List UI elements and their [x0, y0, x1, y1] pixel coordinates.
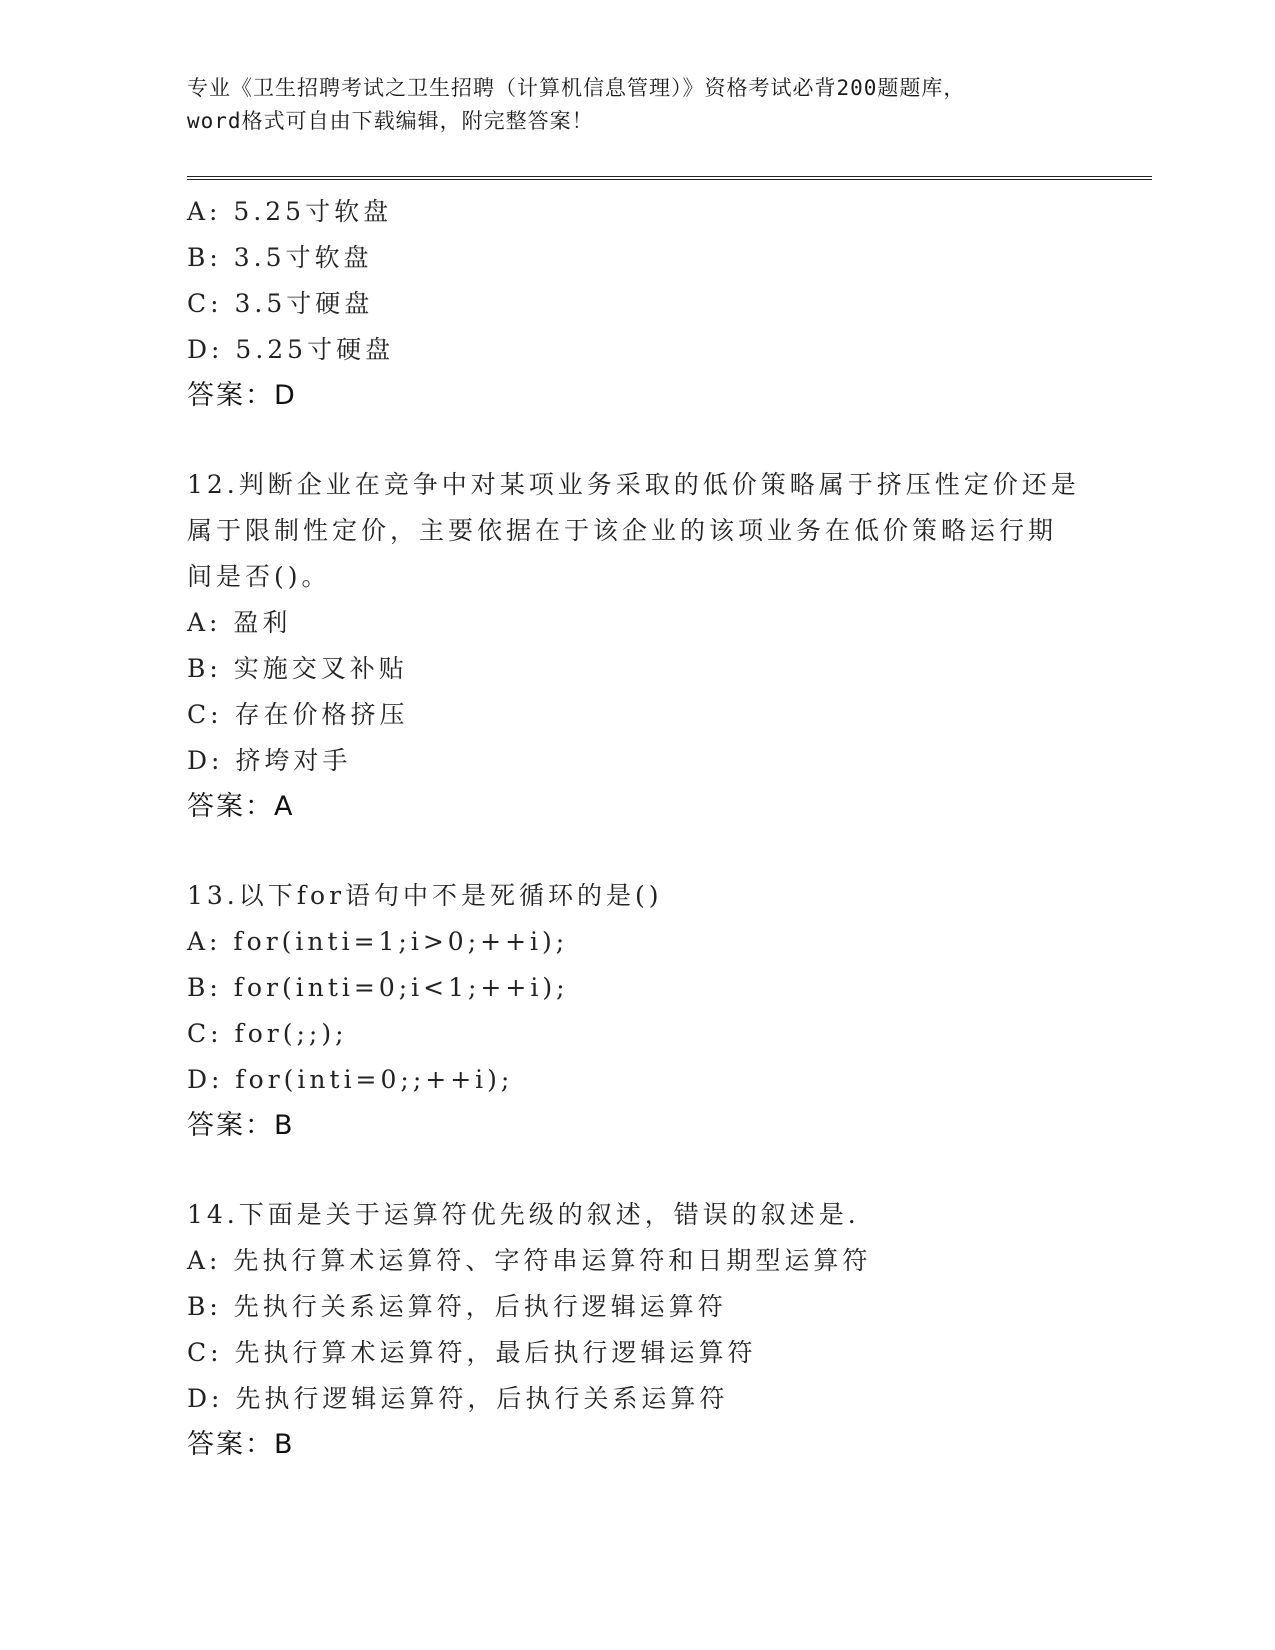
- option-d: D: 挤垮对手: [187, 746, 352, 775]
- spacer: [187, 1149, 1087, 1192]
- spacer: [187, 419, 1087, 462]
- page-header: [187, 72, 1087, 138]
- option-a: A: 先执行算术运算符、字符串运算符和日期型运算符: [187, 1246, 872, 1275]
- answer: 答案：A: [187, 791, 295, 822]
- option-c: C: 先执行算术运算符，最后执行逻辑运算符: [187, 1338, 757, 1367]
- option-b: B: 实施交叉补贴: [187, 654, 408, 683]
- question-13: [187, 873, 1087, 1149]
- question-stem-line: 14.下面是关于运算符优先级的叙述，错误的叙述是.: [187, 1200, 860, 1229]
- option-c: C: for(;;);: [187, 1019, 348, 1048]
- header-line-1: 专业《卫生招聘考试之卫生招聘（计算机信息管理）》资格考试必背200题题库，: [187, 76, 966, 100]
- question-12: [187, 462, 1087, 830]
- option-a: A: 盈利: [187, 608, 292, 637]
- option-d: D: 先执行逻辑运算符，后执行关系运算符: [187, 1384, 729, 1413]
- option-b: B: for(inti=0;i<1;++i);: [187, 973, 569, 1002]
- header-line-2: word格式可自由下载编辑，附完整答案！: [187, 109, 594, 133]
- option-b: B: 先执行关系运算符，后执行逻辑运算符: [187, 1292, 727, 1321]
- answer: 答案：B: [187, 1429, 295, 1460]
- spacer: [187, 830, 1087, 873]
- option-b: B: 3.5寸软盘: [187, 243, 373, 272]
- answer: 答案：B: [187, 1110, 295, 1141]
- option-a: A: for(inti=1;i>0;++i);: [187, 927, 569, 956]
- question-list: [187, 189, 1087, 1468]
- answer: 答案：D: [187, 380, 297, 411]
- option-d: D: for(inti=0;;++i);: [187, 1065, 514, 1094]
- option-c: C: 存在价格挤压: [187, 700, 409, 729]
- option-a: A: 5.25寸软盘: [187, 197, 393, 226]
- question-stem-line: 12.判断企业在竞争中对某项业务采取的低价策略属于挤压性定价还是: [187, 470, 1080, 499]
- question-11: [187, 189, 1087, 419]
- question-stem-line: 间是否()。: [187, 562, 331, 591]
- header-divider: [187, 176, 1152, 180]
- question-stem-line: 属于限制性定价，主要依据在于该企业的该项业务在低价策略运行期: [187, 516, 1058, 545]
- question-14: [187, 1192, 1087, 1468]
- option-c: C: 3.5寸硬盘: [187, 289, 374, 318]
- question-stem-line: 13.以下for语句中不是死循环的是(): [187, 881, 663, 910]
- option-d: D: 5.25寸硬盘: [187, 335, 395, 364]
